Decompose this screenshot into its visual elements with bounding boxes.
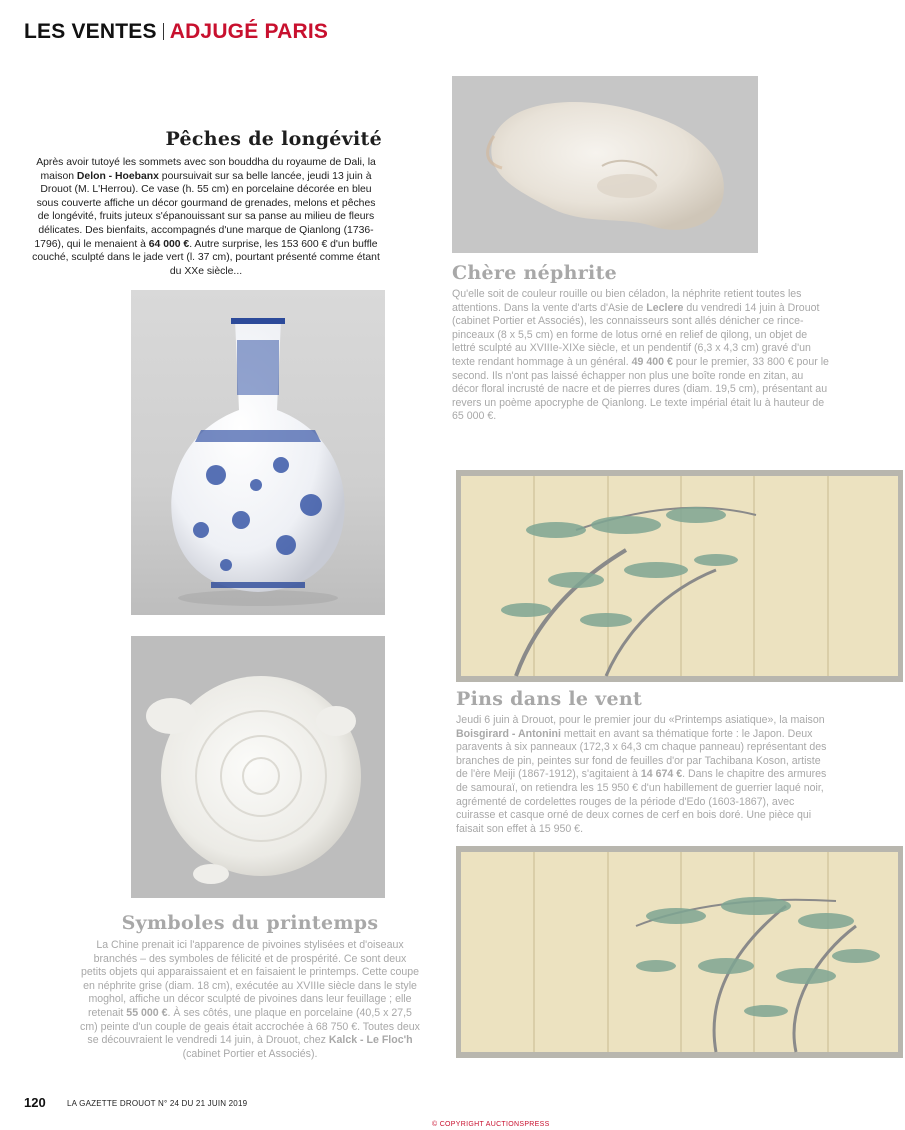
article-peches: [30, 128, 382, 278]
bold-highlight: 64 000 €: [148, 238, 190, 250]
bold-highlight: 49 400 €: [631, 355, 673, 368]
section-title: LES VENTES: [24, 20, 157, 43]
article-nephrite: [452, 262, 832, 424]
article-symboles: [80, 912, 420, 1061]
section-header: [24, 20, 328, 44]
bold-highlight: Delon - Hoebanx: [76, 170, 159, 182]
header-divider: [163, 23, 164, 40]
article-title: Symboles du printemps: [121, 912, 379, 934]
subsection-title: ADJUGÉ PARIS: [169, 20, 329, 43]
article-title: Pêches de longévité: [165, 128, 382, 150]
article-body: Jeudi 6 juin à Drouot, pour le premier jour du «Printemps asiatique», la maison Boisgirard - Antonini mettait en avant sa thématique forte : le Japon. Deux paravents à six panneaux (172,3 x 64,3 cm chaque panneau) représentant des branches de pin, peintes sur fond de feuilles d'or par Tachibana Koson, artiste de l'ère Meiji (1867-1912), s'agitaient à 14 674 €. Dans le chapitre des armures de samouraï, on retiendra les 15 950 € d'un habillement de guerrier laqué noir, agrémenté de cordelettes rouges de la période d'Edo (1603-1867), avec cuirasse et casque orné de deux cornes de cerf en bois doré. Une pièce qui faisait son effet à 15 950 €.: [456, 714, 827, 835]
bold-highlight: Boisgirard - Antonini: [456, 727, 561, 740]
article-title: Chère néphrite: [452, 262, 618, 284]
article-body: La Chine prenait ici l'apparence de pivoines stylisées et d'oiseaux branchés – des symboles de félicité et de prospérité. Ce sont deux petits objets qui apparaissaient et en faisaient le printemps. Cette coupe en néphrite grise (diam. 18 cm), exécutée au XVIIIe siècle dans le style moghol, affiche un décor sculpté de pivoines dans leur feuillage ; elle retenait 55 000 €. À ses côtés, une plaque en porcelaine (40,5 x 27,5 cm) peinte d'un couple de geais était accrochée à 68 750 €. Toutes deux se découvraient le vendredi 14 juin, à Drouot, chez Kalck - Le Floc'h (cabinet Portier et Associés).: [80, 939, 420, 1060]
article-title: Pins dans le vent: [456, 688, 643, 710]
blue-white-porcelain-vase-photo: [131, 290, 385, 615]
page-number: 120: [24, 1095, 46, 1110]
article-body: Après avoir tutoyé les sommets avec son bouddha du royaume de Dali, la maison Delon - Hoebanx poursuivait sur sa belle lancée, jeudi 13 juin à Drouot (M. L'Herrou). Ce vase (h. 55 cm) en porcelaine décorée en bleu sous couverte affiche un décor gourmand de grenades, melons et pêches de longévité, fruits juteux s'épanouissant sur sa panse au milieu de fleurs délicates. Des bienfaits, accompagnés d'une marque de Qianlong (1736-1796), qui le menaient à 64 000 €. Autre surprise, les 153 600 € d'un buffle couché, sculpté dans le jade vert (l. 37 cm), pourtant présenté comme étant du XXe siècle...: [32, 157, 380, 277]
copyright-notice: © COPYRIGHT AUCTIONSPRESS: [432, 1121, 550, 1128]
bold-highlight: Kalck - Le Floc'h: [328, 1034, 413, 1047]
article-body: Qu'elle soit de couleur rouille ou bien céladon, la néphrite retient toutes les attentions. Dans la vente d'arts d'Asie de Leclere du vendredi 14 juin à Drouot (cabinet Portier et Associés), les connaisseurs sont allés dénicher ce rince-pinceaux (8 x 5,5 cm) en forme de lotus orné en relief de qilong, un objet de lettré sculpté au XVIIIe-XIXe siècle, et un pendentif (6,3 x 4,3 cm) gravé d'un texte rendant hommage à un général. 49 400 € pour le premier, 33 800 € pour le second. Ils n'ont pas laissé échapper non plus une boîte ronde en zitan, au décor floral incrusté de nacre et de pierres dures (diam. 19,5 cm), présentant au revers un poème apocryphe de Qianlong. Le texte impérial était lu à hauteur de 65 000 €.: [452, 288, 829, 423]
bold-highlight: 55 000 €: [126, 1006, 168, 1019]
bold-highlight: 14 674 €: [640, 768, 683, 781]
article-pins: [456, 688, 831, 836]
pine-folding-screen-photo-2: [456, 846, 903, 1058]
bold-highlight: Leclere: [646, 301, 684, 314]
jade-brush-washer-photo: [452, 76, 758, 253]
pine-folding-screen-photo: [456, 470, 903, 682]
publication-line: LA GAZETTE DROUOT N° 24 DU 21 JUIN 2019: [67, 1099, 248, 1108]
white-nephrite-cup-photo: [131, 636, 385, 898]
